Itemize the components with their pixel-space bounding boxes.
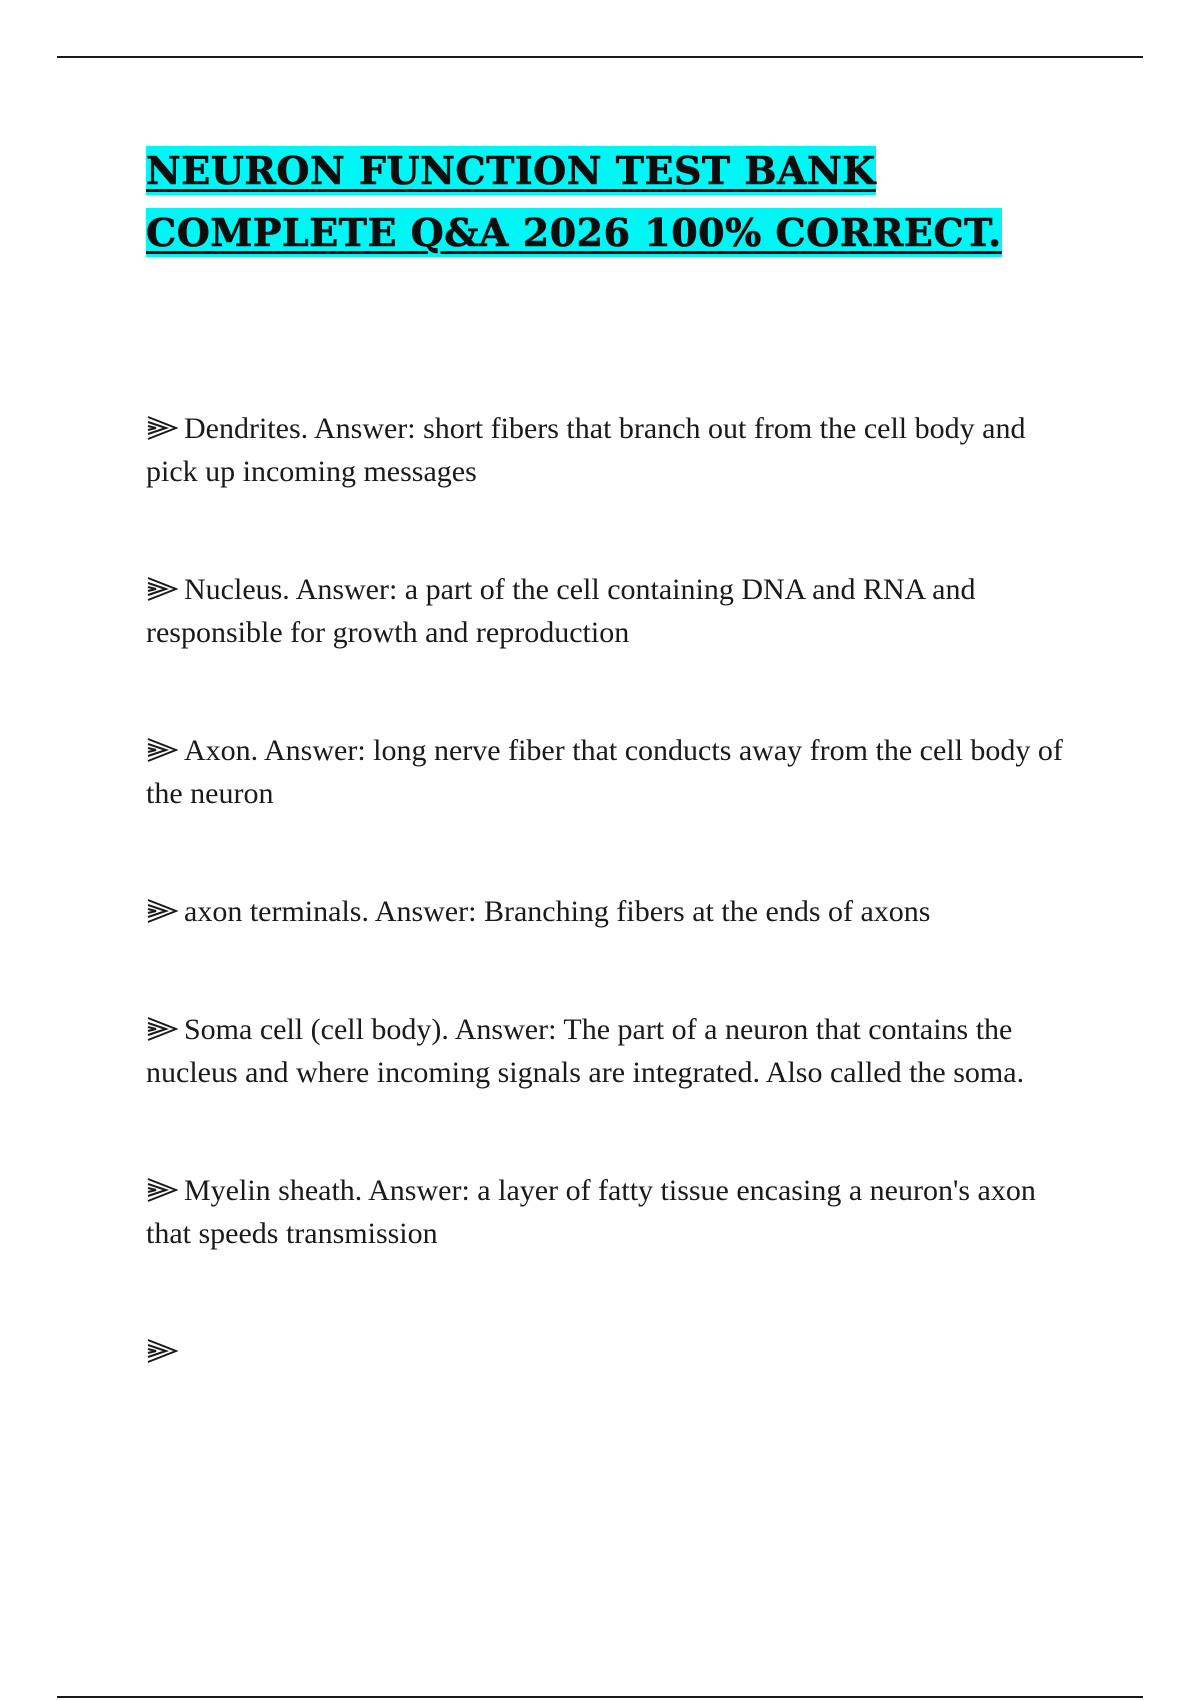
document-title	[146, 140, 1076, 264]
triple-arrow-bullet-icon	[146, 1337, 178, 1365]
triple-arrow-bullet-icon	[146, 1015, 178, 1043]
list-item-text: Dendrites. Answer: short fibers that branch out from the cell body and pick up incoming messages	[146, 412, 1026, 488]
list-item-text: Axon. Answer: long nerve fiber that conducts away from the cell body of the neuron	[146, 734, 1063, 810]
list-item	[146, 890, 1076, 933]
qa-list	[146, 407, 1076, 1373]
triple-arrow-bullet-icon	[146, 575, 178, 603]
document-body	[146, 140, 1076, 1448]
list-item	[146, 1008, 1076, 1094]
list-item	[146, 407, 1076, 493]
triple-arrow-bullet-icon	[146, 897, 178, 925]
list-item-text: Nucleus. Answer: a part of the cell containing DNA and RNA and responsible for growth and reproduction	[146, 573, 976, 649]
triple-arrow-bullet-icon	[146, 736, 178, 764]
document-title-text: NEURON FUNCTION TEST BANK COMPLETE Q&A 2026 100% CORRECT.	[146, 148, 1002, 255]
list-item-text: Soma cell (cell body). Answer: The part of a neuron that contains the nucleus and where incoming signals are integrated. Also called the soma.	[146, 1013, 1025, 1089]
list-item	[146, 568, 1076, 654]
triple-arrow-bullet-icon	[146, 1176, 178, 1204]
list-item-text: Myelin sheath. Answer: a layer of fatty tissue encasing a neuron's axon that speeds transmission	[146, 1174, 1036, 1250]
list-item	[146, 1169, 1076, 1255]
list-item-text: axon terminals. Answer: Branching fibers at the ends of axons	[184, 895, 931, 928]
list-item	[146, 729, 1076, 815]
triple-arrow-bullet-icon	[146, 414, 178, 442]
top-rule	[57, 56, 1143, 58]
list-item	[146, 1330, 1076, 1373]
bottom-rule	[57, 1696, 1143, 1698]
